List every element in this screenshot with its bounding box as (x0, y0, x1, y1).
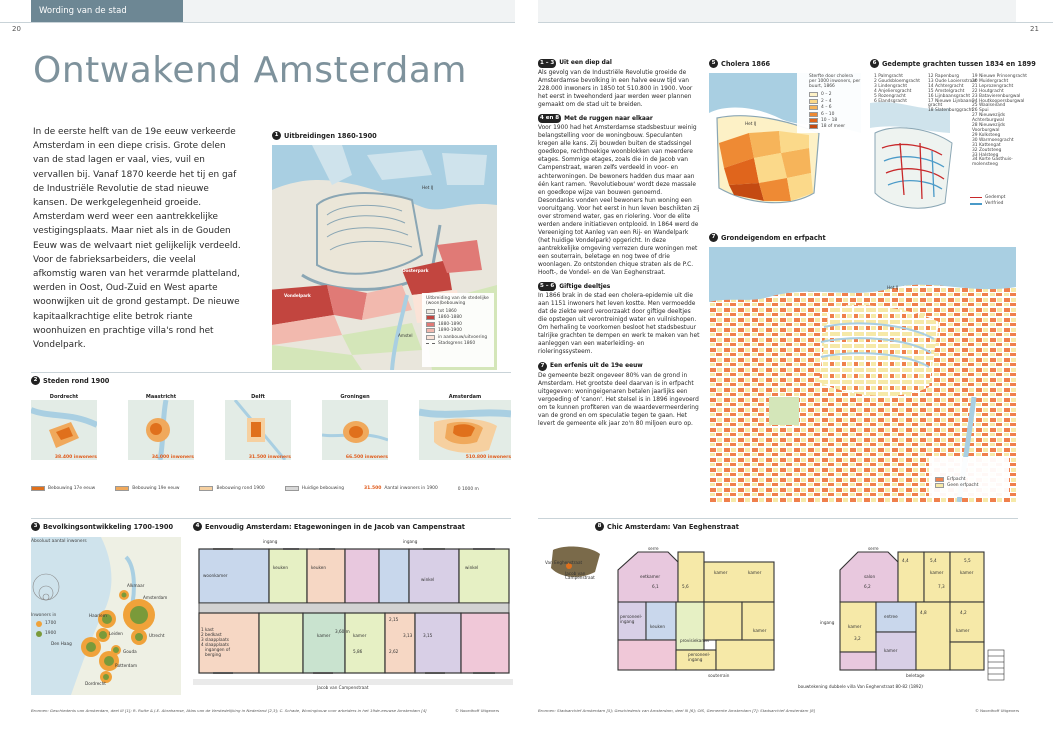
fig6-list-item: gracht (928, 103, 943, 109)
legend-swatch (809, 99, 818, 104)
fig4-dim: 5,86 (353, 649, 363, 654)
section-heading (538, 362, 700, 371)
page-title: Ontwakend Amsterdam (33, 50, 467, 91)
fig8-inset-label: Van Eeghenstraat (545, 560, 583, 565)
fig6-list-item: 18 Slatenburggracht (928, 108, 974, 114)
fig6-list-item: 26 Spui (972, 108, 989, 114)
fig4-dim: 2,62 (389, 649, 399, 654)
fig6-list-item: 19 Nieuwe Prinsengracht (972, 74, 1028, 79)
fig8-inset-label: Jacob van Campenstraat (565, 571, 595, 581)
fig1-legend-title: Uitbreiding van de stedelijke (woon)bebouwing (426, 296, 489, 306)
fig3-legend2-title: Inwoners in (31, 613, 57, 618)
fig5-legend-title: Sterfte door cholera per 1000 inwoners, per buurt, 1866 (809, 74, 861, 89)
fig6-list-item: 16 Lijnbaansgracht (928, 93, 971, 99)
city-map (419, 400, 511, 460)
legend-pop-value: 31.500 (364, 486, 382, 491)
legend-swatch (426, 328, 435, 333)
fig4-title (193, 522, 465, 531)
legend-label: 0 – 2 (821, 92, 832, 98)
fig7-number: 7 (709, 233, 718, 242)
fig4-dim: 3,13 (403, 633, 413, 638)
section-heading (538, 114, 700, 123)
fig1-legend-item (426, 328, 492, 333)
section-tab: Wording van de stad (31, 0, 183, 22)
legend-swatch (970, 203, 982, 205)
fig6-list-item: molensteeg (972, 162, 998, 168)
section-number: 5 – 6 (540, 283, 555, 290)
legend-swatch (31, 486, 45, 491)
fig8-dim: 5,6 (682, 584, 689, 589)
fig7-legend-item (935, 483, 978, 488)
legend-swatch (809, 112, 818, 117)
city-map (128, 400, 194, 460)
legend-swatch (426, 309, 435, 314)
fig2-legend-pop (364, 486, 438, 491)
fig1-label-amstel: Amstel (398, 333, 413, 338)
legend-swatch (285, 486, 299, 491)
city-groningen (322, 394, 388, 460)
city-population: 38.400 inwoners (54, 455, 97, 460)
legend-label: 1890-1900 (438, 328, 462, 334)
fig5-legend-item (809, 99, 861, 104)
footer-copyright-right: © Noordhoff Uitgevers (975, 708, 1020, 713)
legend-swatch (809, 118, 818, 123)
fig6-list-item: 3 Lindengracht (874, 83, 908, 89)
fig4-room-label: keuken (311, 565, 327, 570)
fig8-entrance: ingang (820, 620, 835, 625)
fig3-city-label: Amsterdam (143, 595, 168, 600)
city-amsterdam (419, 394, 511, 460)
fig1-title-text: Uitbreidingen 1860-1900 (284, 131, 377, 140)
fig8-room: provisiekamer (680, 638, 710, 643)
page-number-right: 21 (1030, 25, 1039, 33)
fig3-city-label: Leiden (109, 631, 123, 636)
intro-paragraph: In de eerste helft van de 19e eeuw verkeerde Amsterdam in een diepe crisis. Grote delen van de stad lagen er vaal, vies, vuil en vervallen bij. Vanaf 1870 keerde het tij en gaf de Industriële Revolutie de stad nieuwe kansen. De werkgelegenheid groeide. Amsterdam werd weer een aantrekkelijke vestigingsplaats. Maar niet als in de Gouden Eeuw was de welvaart niet gelijkelijk verdeeld. Voor de fabrieksarbeiders, die veelal afkomstig waren van het verarmde platteland, werden in Oost, Oud-Zuid en West aparte woonwijken uit de grond gestampt. De nieuwe kapitaalkrachtige elite betrok riante woonhuizen en prachtige villa's rond het Vondelpark. (33, 127, 241, 351)
page-number-left: 20 (12, 25, 21, 33)
fig2-title (31, 376, 109, 385)
fig7-legend (935, 477, 978, 490)
city-name: Delft (251, 394, 265, 400)
fig8-dim: 5,4 (930, 558, 937, 563)
fig4-room-label: winkel (465, 565, 479, 570)
fig8-room: kamer (930, 570, 944, 575)
legend-label: 4 – 6 (821, 105, 832, 111)
footer-sources-right: Bronnen: Stadsarchief Amsterdam [5]; Geschiedenis van Amsterdam, deel III [6]; OIS, Gemeente Amsterdam [7]; Stadsarchief Amsterdam [8] (538, 708, 816, 713)
text-column (538, 59, 700, 433)
fig3-map (31, 537, 181, 695)
legend-label: 1880-1890 (438, 321, 462, 327)
fig5-legend (809, 75, 861, 131)
fig8-room: salon (864, 574, 876, 579)
fig6-list-item: 14 Achtergracht (928, 83, 964, 89)
fig6-list-item: 25 Waalseiland (972, 103, 1006, 109)
section-body: De gemeente bezit ongeveer 80% van de grond in Amsterdam. Het grootste deel daarvan is in erfpacht uitgegeven: woningeigenaren betalen jaarlijks een vergoeding of 'canon'. Het stelsel is in 1896 ingevoerd om te kunnen profiteren van de waardevermeerdering van de grond en om speculatie tegen te gaan. Het levert de gemeente elk jaar zo'n 80 miljoen euro op. (538, 372, 699, 427)
fig8-floorplans-svg (608, 540, 1018, 705)
fig6-list-item: Achterburgwal (972, 118, 1004, 124)
legend-label: 10 – 18 (821, 117, 838, 123)
fig8-room: beletage (906, 673, 925, 678)
fig5-map (709, 73, 861, 223)
fig1-legend-item (426, 322, 492, 327)
fig6-list-item: 30 Warmoesgracht (972, 137, 1014, 143)
fig8-room: kamer (714, 570, 728, 575)
fig3-city-label: Gouda (123, 649, 137, 654)
fig5-legend-item (809, 124, 861, 129)
city-dordrecht (31, 394, 97, 460)
fig7-map-svg (709, 247, 1016, 502)
divider (538, 518, 1018, 519)
fig6-list-item: 6 Elandsgracht (874, 98, 907, 104)
legend-label: in aanbouw/uitvoering (438, 334, 488, 340)
fig7-title (709, 233, 826, 242)
footer-copyright-left: © Noordhoff Uitgevers (455, 708, 500, 713)
city-map (225, 400, 291, 460)
city-map (31, 400, 97, 460)
legend-label: Bebouwing 19e eeuw (132, 486, 180, 491)
section-heading (538, 282, 700, 291)
fig7-title-text: Grondeigendom en erfpacht (721, 233, 826, 242)
section-number: 1 – 3 (540, 60, 555, 66)
fig6-list-item: 29 Kolksteeg (972, 132, 1001, 138)
section-heading (538, 59, 700, 68)
fig3-city-label: Dordrecht (85, 681, 106, 686)
fig2-number: 2 (31, 376, 40, 385)
fig8-room: souterrain (708, 673, 730, 678)
fig2-title-text: Steden rond 1900 (43, 376, 110, 385)
legend-swatch (935, 483, 944, 488)
fig6-legend-item (970, 195, 1005, 200)
legend-label: Verlfried (985, 201, 1004, 207)
fig3-city-label: Utrecht (149, 633, 165, 638)
fig3-title (31, 522, 173, 531)
legend-swatch (426, 335, 435, 340)
fig4-room-label: keuken (273, 565, 289, 570)
fig6-list-item: 15 Amstelgracht (928, 88, 965, 94)
legend-label: Geen erfpacht (947, 483, 979, 489)
fig6-list-item: 12 Rapenburg (928, 74, 959, 79)
section-number: 7 (538, 362, 547, 371)
section-body: Voor 1900 had het Amsterdamse stadsbestuur weinig belangstelling voor de woningbouw. Speculanten kregen alle kans. Zij bouwden buiten de stadssingel goedkope, rechthoekige woonblokken van meerdere etages. Sommige etages, zoals die in de Jacob van Campenstraat, waren zelfs verdeeld in voor- en achterwoningen. De bewoners hadden dus maar aan één kant ramen. 'Revolutiebouw' wordt deze massale en goedkope wijze van bouwen genoemd. Desondanks vonden veel bewoners hun woning een vooruitgang. Voor het eerst in hun leven beschikten zij over stromend water, gas en riolering. Voor de elite werden andere initiatieven ontplooid. In 1864 werd de Vereeniging tot Aanleg van een Rij- en Wandelpark (het huidige Vondelpark) opgericht. In deze aantrekkelijke omgeving verrezen dure woningen met een souterrain, beletage en nog twee of drie woonlagen. Zo ontstonden chique straten als de P.C. Hooft-, de Vondel- en de Van Eeghenstraat. (538, 125, 700, 277)
fig3-title-text: Bevolkingsontwikkeling 1700-1900 (43, 522, 174, 531)
fig6-list-item: 20 Muidergracht (972, 78, 1009, 84)
fig2-cities (31, 394, 511, 469)
fig8-dim: 4,8 (920, 610, 927, 615)
fig4-floorplan-svg (193, 537, 513, 697)
legend-label: Stadsgrens 1860 (438, 340, 476, 346)
fig4-dim: 2,15 (389, 617, 399, 622)
fig6-list-b (928, 75, 977, 114)
fig3-city-label: Alkmaar (127, 583, 145, 588)
fig7-legend-item (935, 477, 978, 482)
fig8-room: serre (648, 546, 659, 551)
city-population: 510.800 inwoners (465, 455, 511, 460)
fig8-number: 8 (595, 522, 604, 531)
legend-label: 1860-1880 (438, 315, 462, 321)
fig3-city-label: Haarlem (89, 613, 107, 618)
fig6-list-item: 33 Halsteeg (972, 152, 999, 158)
fig8-room: keuken (650, 624, 666, 629)
fig1-label-oosterpark: Oosterpark (402, 268, 429, 273)
fig4-entrance-label: ingang (403, 539, 418, 544)
fig8-room: kamer (848, 624, 862, 629)
city-delft (225, 394, 291, 460)
fig5-legend-item (809, 112, 861, 117)
fig6-legend (970, 195, 1005, 208)
fig2-legend-item (285, 486, 344, 491)
city-name: Dordrecht (49, 394, 79, 400)
city-name: Maastricht (145, 394, 177, 400)
legend-swatch (199, 486, 213, 491)
fig6-list-item: 21 Leprozengracht (972, 83, 1014, 89)
fig6-list-item: 5 Rozengracht (874, 93, 906, 99)
fig6-list-item: 27 Nieuwezijds (972, 113, 1006, 119)
section-number: 4 en 8 (540, 115, 560, 122)
legend-label: tot 1860 (438, 309, 457, 314)
fig6-list-a (874, 75, 920, 104)
fig4-room-label: kamer (317, 633, 331, 638)
footer-sources-left: Bronnen: Geschiedenis van Amsterdam, deel III [1]; R. Rutte & J.E. Abrahamse, Atlas van de Verstedelijking in Nederland [2,3]; C. Schade, Woningbouw voor arbeiders in het 19de-eeuwse Amsterdam [4] (31, 708, 427, 713)
fig8-room: entree (884, 614, 898, 619)
fig6-list-item: 13 Oude Looiersstraat (928, 78, 977, 84)
fig8-dim: 5,5 (964, 558, 971, 563)
fig8-dim: 6,2 (864, 584, 871, 589)
legend-label: Erfpacht (947, 477, 966, 482)
fig6-list-item: 34 Korte Gasthuis- (972, 157, 1013, 163)
fig5-number: 5 (709, 59, 718, 68)
fig4-street-label: Jacob van Campenstraat (317, 685, 369, 690)
legend-swatch (426, 343, 435, 344)
fig8-room: eetkamer (640, 574, 661, 579)
legend-label: 6 – 10 (821, 111, 835, 117)
divider (31, 372, 511, 373)
section-title: Een erfenis uit de 19e eeuw (550, 362, 643, 369)
fig6-map (870, 73, 1028, 223)
fig3-year-1900: 1900 (45, 631, 57, 636)
fig8-room: kamer (748, 570, 762, 575)
fig6-title (870, 59, 1036, 68)
fig6-list-item: 4 Anjeliersgracht (874, 88, 912, 94)
city-name: Groningen (340, 394, 370, 400)
legend-swatch (970, 197, 982, 199)
fig4-dim: 3,15 (423, 633, 433, 638)
fig4-dim: 3,60 m (335, 629, 350, 634)
city-population: 66.500 inwoners (345, 455, 388, 460)
section-body: Als gevolg van de Industriële Revolutie groeide de Amsterdamse bevolking in een halve eeuw tijd van 228.000 inwoners in 1850 tot 510.800 in 1900. Voor het eerst in tweehonderd jaar werden weer plannen gemaakt om de stad uit te breiden. (538, 70, 693, 109)
legend-label: 18 of meer (821, 124, 846, 130)
fig4-room-label: woonkamer (203, 573, 228, 578)
section-title: Met de ruggen naar elkaar (564, 115, 653, 122)
fig6-list-item: 22 Houtgracht (972, 88, 1004, 94)
fig8-dim: 3,2 (854, 636, 861, 641)
fig8-room: kamer (884, 648, 898, 653)
fig6-legend-item (970, 201, 1005, 206)
fig6-list-item: 1 Palmgracht (874, 74, 904, 79)
fig1-legend (426, 296, 492, 347)
fig1-legend-item (426, 315, 492, 320)
fig5-legend-item (809, 105, 861, 110)
fig3-number: 3 (31, 522, 40, 531)
city-population: 31.500 inwoners (248, 455, 291, 460)
fig1-map (272, 145, 497, 370)
divider (31, 518, 511, 519)
fig8-title (595, 522, 739, 531)
fig5-legend-item (809, 92, 861, 97)
fig8-inset-map (545, 542, 605, 587)
legend-swatch (426, 315, 435, 320)
fig6-list-item: 2 Goudsbloemgracht (874, 78, 921, 84)
legend-swatch (809, 92, 818, 97)
fig6-number: 6 (870, 59, 879, 68)
legend-swatch (809, 105, 818, 110)
fig5-title (709, 59, 770, 68)
fig6-list-item: 17 Nieuwe Lijnbaans- (928, 98, 976, 104)
fig6-list-item: 32 Zoutsteeg (972, 147, 1002, 153)
fig8-room: kamer (956, 628, 970, 633)
fig4-title-text: Eenvoudig Amsterdam: Etagewoningen in de Jacob van Campenstraat (205, 522, 465, 531)
fig8-dim: 6,1 (652, 584, 659, 589)
fig1-label-ij: Het IJ (422, 185, 434, 190)
fig4-note: 1 kast 2 bedkast 3 slaapplaats 4 slaapplaats ingangen of berging (201, 627, 230, 657)
fig8-dim: 4,4 (902, 558, 909, 563)
fig4-floorplan (193, 537, 513, 697)
fig1-legend-item (426, 335, 492, 340)
legend-label: 2 – 4 (821, 98, 832, 104)
scale-bar: 0 1000 m (457, 486, 479, 492)
fig8-room: kamer (960, 570, 974, 575)
fig6-list-item: Voorburgwal (972, 127, 1000, 133)
fig8-room: kamer (753, 628, 767, 633)
fig8-room: personeel-ingang (688, 652, 711, 662)
fig8-caption: bouwtekening dubbele villa Van Eeghenstraat 80-82 (1892) (798, 684, 923, 689)
fig7-label-ij: Het IJ (887, 285, 899, 290)
fig4-room-label: winkel (421, 577, 435, 582)
fig6-list-c (972, 75, 1027, 168)
legend-swatch (115, 486, 129, 491)
fig8-dim: 7,3 (938, 584, 945, 589)
fig6-list-item: 28 Nieuwezijds (972, 123, 1006, 129)
section-title: Giftige deeltjes (559, 283, 611, 290)
legend-label: Bebouwing rond 1900 (216, 486, 265, 491)
fig8-dim: 4,2 (960, 610, 967, 615)
fig2-legend-item (199, 486, 264, 491)
fig8-room: serre (868, 546, 879, 551)
city-name: Amsterdam (448, 394, 482, 400)
fig1-label-vondelpark: Vondelpark (284, 293, 311, 298)
header-band-left (183, 0, 515, 22)
fig2-legend-item (31, 486, 95, 491)
fig6-title-text: Gedempte grachten tussen 1834 en 1899 (882, 59, 1036, 68)
fig3-year-1700: 1700 (45, 621, 57, 626)
fig1-number: 1 (272, 131, 281, 140)
fig2-legend-item (115, 486, 179, 491)
fig1-legend-item (426, 341, 492, 346)
header-band-right (538, 0, 1016, 22)
fig6-list-item: 23 Batavierenburgwal (972, 93, 1021, 99)
fig4-room-label: kamer (353, 633, 367, 638)
legend-label: Bebouwing 17e eeuw (48, 486, 96, 491)
header-rule-right (538, 22, 1053, 23)
header-rule-left (0, 22, 515, 23)
legend-label: Aantal inwoners in 1900 (384, 486, 438, 491)
fig5-legend-item (809, 118, 861, 123)
legend-label: Huidige bebouwing (301, 486, 345, 491)
fig6-list-item: 24 Houtkoopersburgwal (972, 98, 1025, 104)
legend-label: Gedempt (985, 195, 1006, 200)
fig1-legend-item (426, 309, 492, 314)
fig4-number: 4 (193, 522, 202, 531)
fig1-title (272, 131, 377, 140)
legend-swatch (426, 322, 435, 327)
fig3-city-label: Den Haag (51, 641, 72, 646)
fig5-title-text: Cholera 1866 (721, 59, 771, 68)
legend-swatch (935, 477, 944, 482)
fig2-legend (31, 486, 511, 492)
section-body: In 1866 brak in de stad een cholera-epidemie uit die aan 1151 inwoners het leven kostte. Men vermoedde dat de ziekte werd veroorzaakt door giftige deeltjes die opstegen uit verontreinigd water en vuilnishopen. Om herhaling te voorkomen besloot het stadsbestuur talrijke grachten te dempen en werk te maken van het aanleggen van een waterleiding- en rioleringssysteem. (538, 293, 700, 356)
city-maastricht (128, 394, 194, 460)
section-title: Uit een diep dal (559, 60, 612, 67)
fig4-entrance-label: ingang (263, 539, 278, 544)
fig3-legend-title: Absoluut aantal inwoners (31, 539, 87, 544)
fig8-room: personeel-ingang (620, 614, 643, 624)
fig3-city-label: Rotterdam (115, 663, 138, 668)
fig8-floorplans (608, 540, 1018, 705)
fig7-map (709, 247, 1016, 502)
legend-swatch (809, 124, 818, 129)
city-population: 34.000 inwoners (151, 455, 194, 460)
fig5-label-ij: Het IJ (745, 121, 757, 126)
fig6-list-item: 31 Kattengat (972, 142, 1001, 148)
city-map (322, 400, 388, 460)
fig8-title-text: Chic Amsterdam: Van Eeghenstraat (607, 522, 739, 531)
